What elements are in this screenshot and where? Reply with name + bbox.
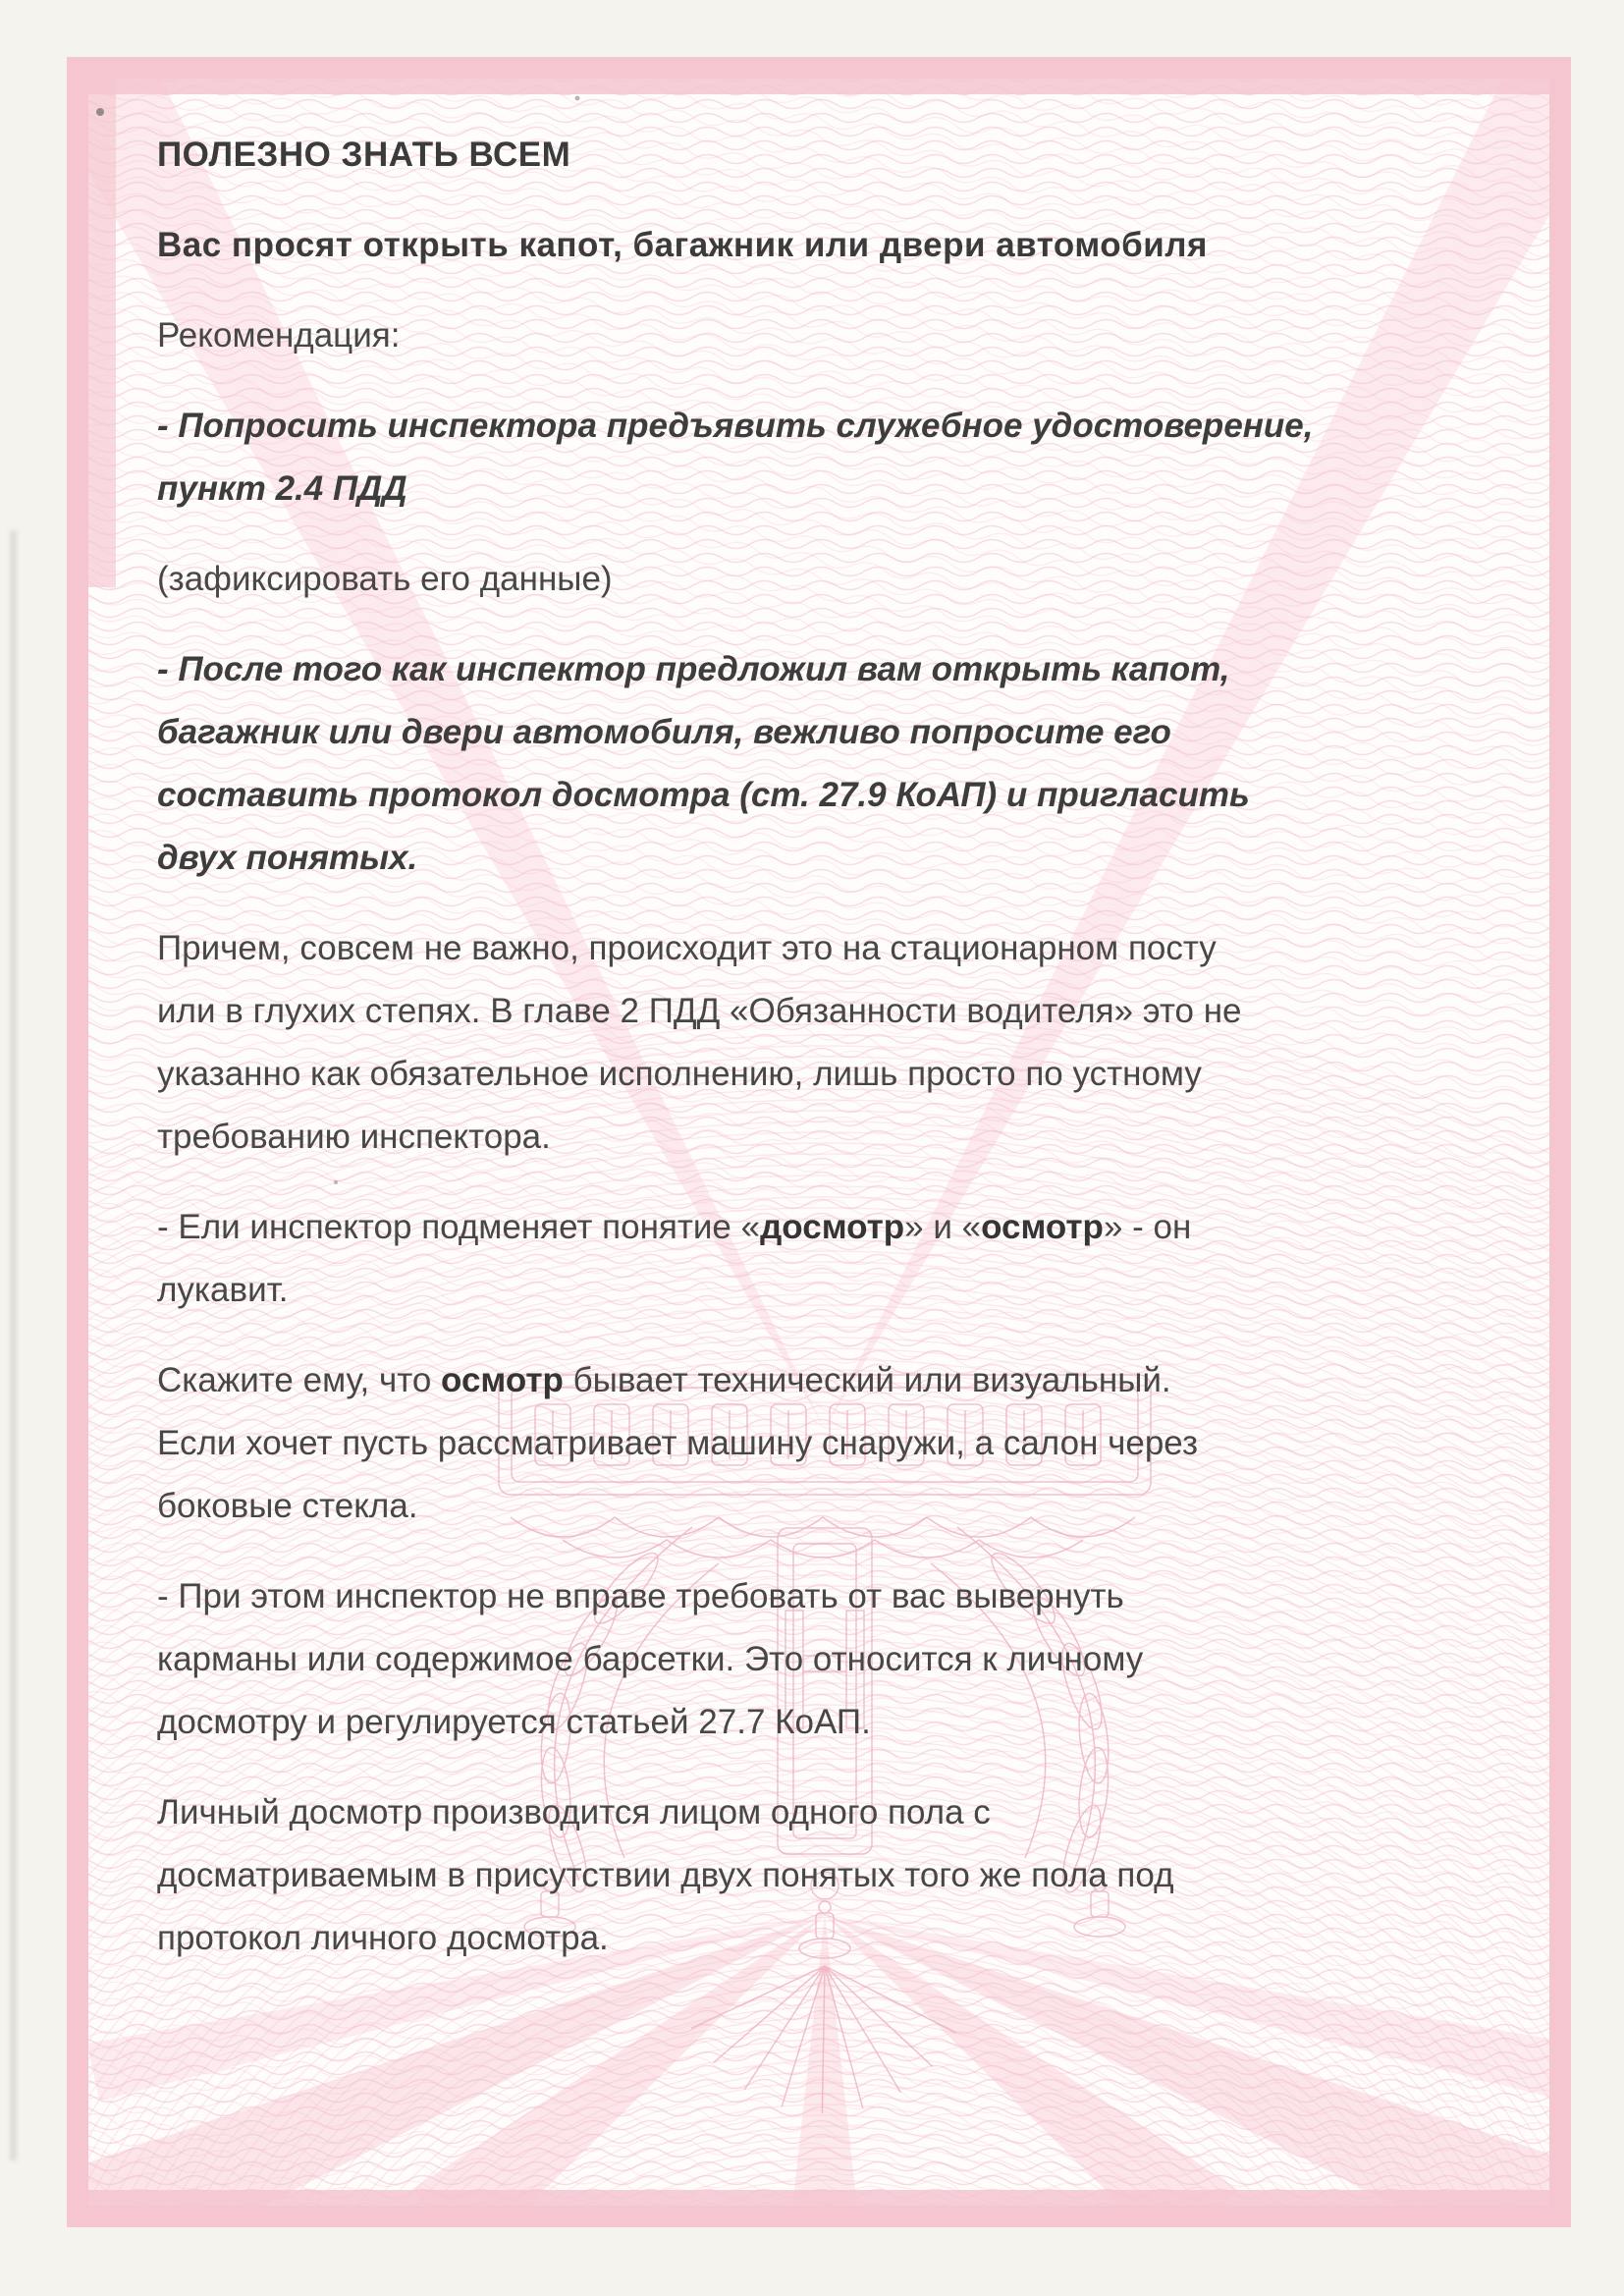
paragraph — [157, 917, 1522, 1169]
text-line: Рекомендация: — [157, 316, 401, 355]
text-line: лукавит. — [157, 1271, 289, 1309]
paragraph — [157, 395, 1522, 520]
text-line: Скажите ему, что осмотр бывает технический или визуальный. — [157, 1361, 1171, 1399]
text-line: пункт 2.4 ПДД — [157, 469, 407, 508]
text-line: протокол личного досмотра. — [157, 1919, 609, 1957]
text-line: Причем, совсем не важно, происходит это на стационарном посту — [157, 929, 1217, 967]
text-line: Если хочет пусть рассматривает машину снаружи, а салон через — [157, 1424, 1199, 1462]
paragraph — [157, 548, 1522, 611]
text-line: - После того как инспектор предложил вам открыть капот, — [157, 650, 1230, 688]
text-line: или в глухих степях. В главе 2 ПДД «Обязанности водителя» это не — [157, 992, 1242, 1030]
text-line: указанно как обязательное исполнению, лишь просто по устному — [157, 1055, 1202, 1093]
text-line: досматриваемым в присутствии двух понятых того же пола под — [157, 1856, 1174, 1894]
paragraph — [157, 214, 1522, 277]
page-title-text: ПОЛЕЗНО ЗНАТЬ ВСЕМ — [157, 136, 571, 174]
text-line: двух понятых. — [157, 839, 418, 877]
text-line: требованию инспектора. — [157, 1118, 551, 1156]
text-line: - Ели инспектор подменяет понятие «досмотр» и «осмотр» - он — [157, 1208, 1192, 1246]
paragraph — [157, 1565, 1522, 1754]
paragraph — [157, 1196, 1522, 1322]
paragraph — [157, 638, 1522, 890]
text-line: составить протокол досмотра (ст. 27.9 КоАП) и пригласить — [157, 776, 1250, 814]
paragraph — [157, 1781, 1522, 1970]
text-line: Личный досмотр производится лицом одного пола с — [157, 1793, 991, 1831]
text-line: Вас просят открыть капот, багажник или двери автомобиля — [157, 226, 1208, 264]
paragraph — [157, 304, 1522, 367]
document-body — [157, 124, 1522, 1970]
paragraph — [157, 1349, 1522, 1538]
text-line: - При этом инспектор не вправе требовать от вас вывернуть — [157, 1577, 1124, 1615]
scan-edge-shadow — [10, 530, 17, 2160]
text-line: багажник или двери автомобиля, вежливо попросите его — [157, 713, 1171, 751]
text-line: - Попросить инспектора предъявить служебное удостоверение, — [157, 407, 1314, 445]
text-line: (зафиксировать его данные) — [157, 560, 613, 598]
text-line: досмотру и регулируется статьей 27.7 КоАП. — [157, 1703, 871, 1741]
text-line: боковые стекла. — [157, 1487, 418, 1525]
text-line: карманы или содержимое барсетки. Это относится к личному — [157, 1640, 1144, 1678]
page-title — [157, 124, 1522, 187]
